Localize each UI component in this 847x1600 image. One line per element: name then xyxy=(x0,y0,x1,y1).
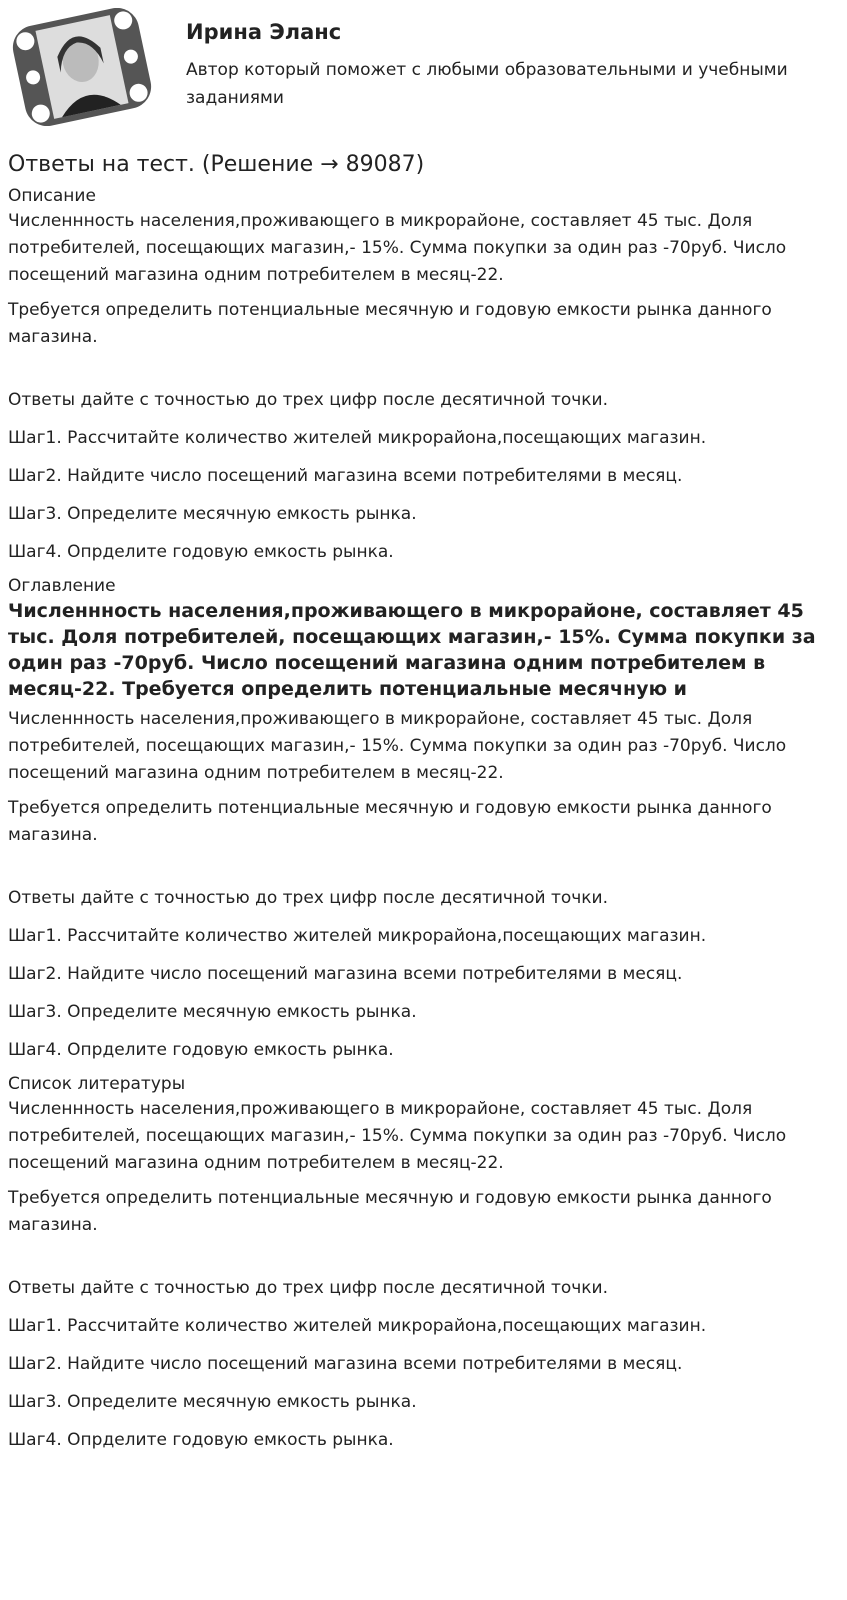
description-paragraph-1: Численнность населения,проживающего в микрорайоне, составляет 45 тыс. Доля потребителей, посещающих магазин,- 15%. Сумма покупки за один раз -70руб. Число посещений магазина одним потребителем в месяц-22. xyxy=(8,211,787,285)
author-description: Автор который поможет с любыми образовательными и учебными заданиями xyxy=(186,60,788,108)
toc-step-2: Шаг2. Найдите число посещений магазина всеми потребителями в месяц. xyxy=(8,964,683,984)
toc-section xyxy=(8,574,838,1064)
toc-heading: Численнность населения,проживающего в микрорайоне, составляет 45 тыс. Доля потребителей, посещающих магазин,- 15%. Сумма покупки за один раз -70руб. Число посещений магазина одним потребителем в месяц-22. Требуется определить потенциальные месячную и xyxy=(8,600,816,700)
author-name: Ирина Эланс xyxy=(186,20,342,44)
description-paragraph-2: Требуется определить потенциальные месячную и годовую емкости рынка данного магазина. xyxy=(8,300,772,347)
toc-paragraph-1: Численнность населения,проживающего в микрорайоне, составляет 45 тыс. Доля потребителей, посещающих магазин,- 15%. Сумма покупки за один раз -70руб. Число посещений магазина одним потребителем в месяц-22. xyxy=(8,709,787,783)
film-frame-avatar-image xyxy=(8,8,156,126)
literature-step-4: Шаг4. Опрделите годовую емкость рынка. xyxy=(8,1430,394,1450)
description-paragraph-3: Ответы дайте с точностью до трех цифр после десятичной точки. xyxy=(8,390,609,410)
literature-paragraph-3: Ответы дайте с точностью до трех цифр после десятичной точки. xyxy=(8,1278,609,1298)
toc-step-1: Шаг1. Рассчитайте количество жителей микрорайона,посещающих магазин. xyxy=(8,926,707,946)
literature-paragraph-1: Численнность населения,проживающего в микрорайоне, составляет 45 тыс. Доля потребителей, посещающих магазин,- 15%. Сумма покупки за один раз -70руб. Число посещений магазина одним потребителем в месяц-22. xyxy=(8,1099,787,1173)
main-content xyxy=(8,150,838,1462)
author-avatar xyxy=(8,8,156,126)
description-step-1: Шаг1. Рассчитайте количество жителей микрорайона,посещающих магазин. xyxy=(8,428,707,448)
toc-paragraph-2: Требуется определить потенциальные месячную и годовую емкости рынка данного магазина. xyxy=(8,798,772,845)
literature-paragraph-2: Требуется определить потенциальные месячную и годовую емкости рынка данного магазина. xyxy=(8,1188,772,1235)
description-step-4: Шаг4. Опрделите годовую емкость рынка. xyxy=(8,542,394,562)
literature-step-3: Шаг3. Определите месячную емкость рынка. xyxy=(8,1392,417,1412)
literature-section xyxy=(8,1072,838,1454)
toc-label: Оглавление xyxy=(8,576,116,596)
literature-step-2: Шаг2. Найдите число посещений магазина всеми потребителями в месяц. xyxy=(8,1354,683,1374)
description-label: Описание xyxy=(8,186,96,206)
description-step-3: Шаг3. Определите месячную емкость рынка. xyxy=(8,504,417,524)
author-header xyxy=(8,8,838,126)
literature-label: Список литературы xyxy=(8,1074,186,1094)
toc-step-3: Шаг3. Определите месячную емкость рынка. xyxy=(8,1002,417,1022)
toc-paragraph-3: Ответы дайте с точностью до трех цифр после десятичной точки. xyxy=(8,888,609,908)
description-section xyxy=(8,184,838,566)
literature-step-1: Шаг1. Рассчитайте количество жителей микрорайона,посещающих магазин. xyxy=(8,1316,707,1336)
page-title: Ответы на тест. (Решение → 89087) xyxy=(8,152,425,177)
toc-step-4: Шаг4. Опрделите годовую емкость рынка. xyxy=(8,1040,394,1060)
description-step-2: Шаг2. Найдите число посещений магазина всеми потребителями в месяц. xyxy=(8,466,683,486)
